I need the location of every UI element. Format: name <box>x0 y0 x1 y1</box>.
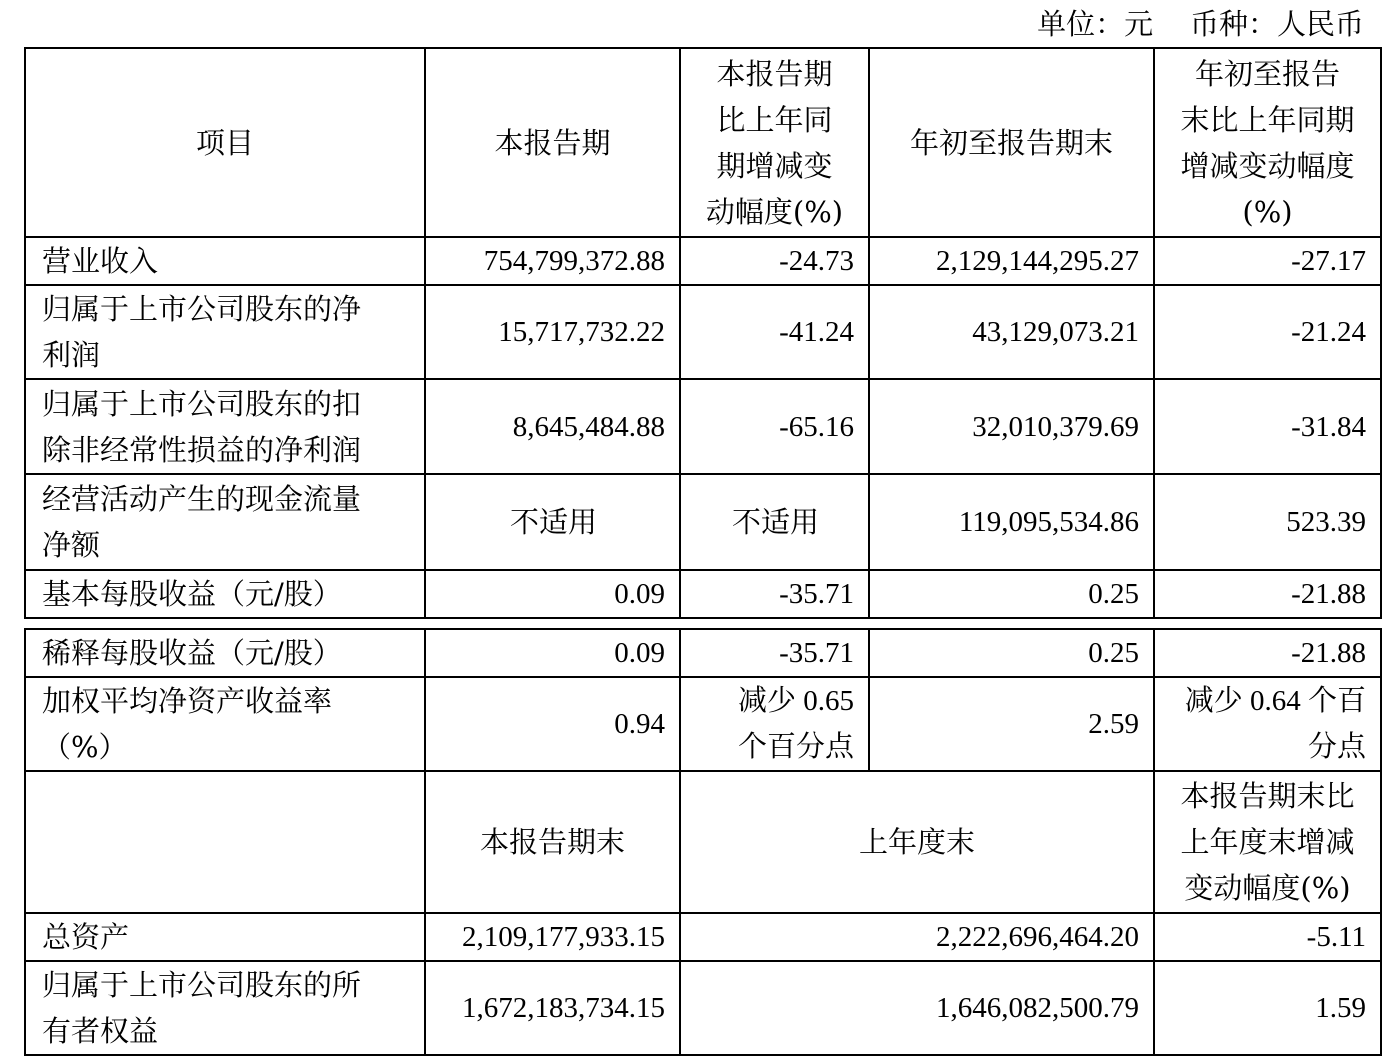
table-row <box>25 677 1381 771</box>
cell-current-change: -24.73 <box>680 237 869 285</box>
financial-indicators-table-continued <box>24 628 1382 1056</box>
header-current-change: 本报告期 比上年同 期增减变 动幅度(%) <box>680 48 869 237</box>
row-label: 归属于上市公司股东的净 利润 <box>25 285 425 379</box>
cell-current-change: 不适用 <box>680 474 869 570</box>
row-label: 稀释每股收益（元/股） <box>25 629 425 677</box>
balance-header-row <box>25 771 1381 913</box>
cell-current: 0.09 <box>425 570 680 618</box>
unit-currency-note: 单位：元 币种：人民币 <box>1037 7 1364 41</box>
header-prior-year-end: 上年度末 <box>680 771 1154 913</box>
cell-ytd: 32,010,379.69 <box>869 379 1154 474</box>
cell-prior-year-end: 2,222,696,464.20 <box>680 913 1154 961</box>
header-item: 项目 <box>25 48 425 237</box>
header-current-period: 本报告期 <box>425 48 680 237</box>
cell-ytd-change: -31.84 <box>1154 379 1381 474</box>
cell-current-change: -65.16 <box>680 379 869 474</box>
cell-current: 0.94 <box>425 677 680 771</box>
header-blank <box>25 771 425 913</box>
cell-current: 754,799,372.88 <box>425 237 680 285</box>
cell-change: 1.59 <box>1154 961 1381 1055</box>
table-row <box>25 913 1381 961</box>
row-label: 营业收入 <box>25 237 425 285</box>
cell-period-end: 2,109,177,933.15 <box>425 913 680 961</box>
row-label: 加权平均净资产收益率 （%） <box>25 677 425 771</box>
table-row <box>25 237 1381 285</box>
table-row <box>25 474 1381 570</box>
row-label: 归属于上市公司股东的所 有者权益 <box>25 961 425 1055</box>
cell-current-change: -35.71 <box>680 629 869 677</box>
table-row <box>25 961 1381 1055</box>
row-label: 归属于上市公司股东的扣 除非经常性损益的净利润 <box>25 379 425 474</box>
table-row <box>25 285 1381 379</box>
cell-ytd-change: 减少 0.64 个百 分点 <box>1154 677 1381 771</box>
cell-ytd: 43,129,073.21 <box>869 285 1154 379</box>
row-label: 基本每股收益（元/股） <box>25 570 425 618</box>
cell-prior-year-end: 1,646,082,500.79 <box>680 961 1154 1055</box>
cell-ytd: 119,095,534.86 <box>869 474 1154 570</box>
table-row <box>25 379 1381 474</box>
financial-indicators-table <box>24 47 1382 619</box>
header-period-end: 本报告期末 <box>425 771 680 913</box>
cell-ytd-change: 523.39 <box>1154 474 1381 570</box>
cell-current-change: -35.71 <box>680 570 869 618</box>
header-ytd: 年初至报告期末 <box>869 48 1154 237</box>
cell-current: 0.09 <box>425 629 680 677</box>
cell-ytd: 0.25 <box>869 629 1154 677</box>
cell-ytd-change: -27.17 <box>1154 237 1381 285</box>
cell-change: -5.11 <box>1154 913 1381 961</box>
row-label: 经营活动产生的现金流量 净额 <box>25 474 425 570</box>
cell-ytd-change: -21.24 <box>1154 285 1381 379</box>
header-balance-change: 本报告期末比 上年度末增减 变动幅度(%) <box>1154 771 1381 913</box>
cell-ytd: 2,129,144,295.27 <box>869 237 1154 285</box>
table-row <box>25 570 1381 618</box>
table-row <box>25 629 1381 677</box>
cell-current: 不适用 <box>425 474 680 570</box>
cell-current-change: 减少 0.65 个百分点 <box>680 677 869 771</box>
cell-current: 15,717,732.22 <box>425 285 680 379</box>
cell-ytd: 2.59 <box>869 677 1154 771</box>
cell-ytd-change: -21.88 <box>1154 629 1381 677</box>
header-ytd-change: 年初至报告 末比上年同期 增减变动幅度 (%) <box>1154 48 1381 237</box>
cell-ytd: 0.25 <box>869 570 1154 618</box>
header-row <box>25 48 1381 237</box>
row-label: 总资产 <box>25 913 425 961</box>
cell-current: 8,645,484.88 <box>425 379 680 474</box>
cell-current-change: -41.24 <box>680 285 869 379</box>
cell-ytd-change: -21.88 <box>1154 570 1381 618</box>
cell-period-end: 1,672,183,734.15 <box>425 961 680 1055</box>
